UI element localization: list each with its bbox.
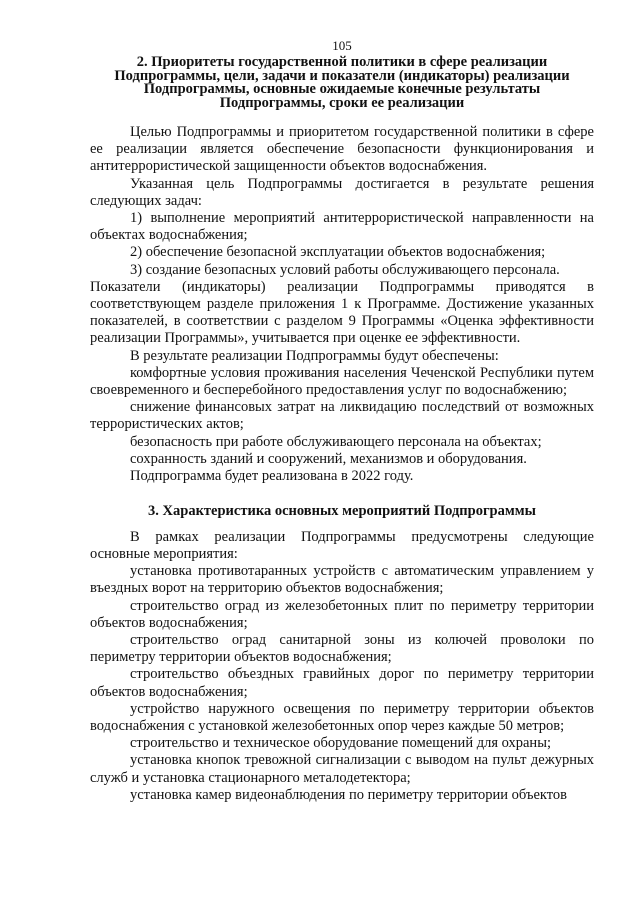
paragraph: 3) создание безопасных условий работы обслуживающего персонала.: [130, 261, 560, 278]
paragraph: В рамках реализации Подпрограммы предусмотрены следующие основные мероприятия:: [90, 528, 594, 562]
section-3-body: [90, 529, 594, 804]
paragraph: сохранность зданий и сооружений, механизмов и оборудования.: [130, 450, 527, 467]
paragraph: В результате реализации Подпрограммы будут обеспечены:: [130, 347, 499, 364]
paragraph: установка камер видеонаблюдения по периметру территории объектов: [130, 786, 567, 803]
paragraph: безопасность при работе обслуживающего персонала на объектах;: [130, 433, 542, 450]
paragraph: 1) выполнение мероприятий антитеррористической направленности на объектах водоснабжения;: [90, 210, 594, 244]
paragraph: комфортные условия проживания населения Чеченской Республики путем своевременного и бесперебойного предоставления услуг по водоснабжению;: [90, 364, 594, 399]
paragraph: Показатели (индикаторы) реализации Подпрограммы приводятся в соответствующем разделе приложения 1 к Программе. Достижение указанных показателей, в соответствии с разделом 9 Программы «Оценка эффективности реализации Программы», учитывается при оценке ее эффективности.: [90, 278, 594, 347]
section-2-body: [90, 124, 594, 485]
paragraph: снижение финансовых затрат на ликвидацию последствий от возможных террористических актов;: [90, 399, 594, 433]
section-2-title: [90, 56, 594, 110]
paragraph: строительство оград из железобетонных плит по периметру территории объектов водоснабжения;: [90, 597, 594, 631]
section-2-title-line: 2. Приоритеты государственной политики в сфере реализации: [136, 54, 548, 70]
paragraph: строительство оград санитарной зоны из колючей проволоки по периметру территории объектов водоснабжения;: [90, 631, 594, 666]
paragraph: строительство и техническое оборудование помещений для охраны;: [130, 735, 551, 752]
section-2-title-line: Подпрограммы, основные ожидаемые конечные результаты: [143, 81, 541, 97]
paragraph: Подпрограмма будет реализована в 2022 году.: [130, 468, 414, 485]
section-3-title: 3. Характеристика основных мероприятий Подпрограммы: [148, 503, 536, 520]
section-2-title-line: Подпрограммы, цели, задачи и показатели (индикаторы) реализации: [114, 67, 570, 84]
paragraph: установка противотаранных устройств с автоматическим управлением у въездных ворот на территорию объектов водоснабжения;: [90, 563, 594, 597]
paragraph: Целью Подпрограммы и приоритетом государственной политики в сфере ее реализации является обеспечение безопасности функционирования и антитеррористической защищенности объектов водоснабжения.: [90, 124, 594, 175]
paragraph: Указанная цель Подпрограммы достигается в результате решения следующих задач:: [90, 175, 594, 209]
paragraph: строительство объездных гравийных дорог по периметру территории объектов водоснабжения;: [90, 666, 594, 700]
paragraph: установка кнопок тревожной сигнализации с выводом на пульт дежурных служб и установка стационарного металодетектора;: [90, 752, 594, 786]
paragraph: устройство наружного освещения по периметру территории объектов водоснабжения с установкой железобетонных опор через каждые 50 метров;: [90, 700, 594, 734]
section-2-title-line: Подпрограммы, сроки ее реализации: [219, 94, 465, 111]
page-number: 105: [332, 38, 352, 53]
paragraph: 2) обеспечение безопасной эксплуатации объектов водоснабжения;: [130, 244, 546, 261]
document-page: [90, 38, 594, 804]
